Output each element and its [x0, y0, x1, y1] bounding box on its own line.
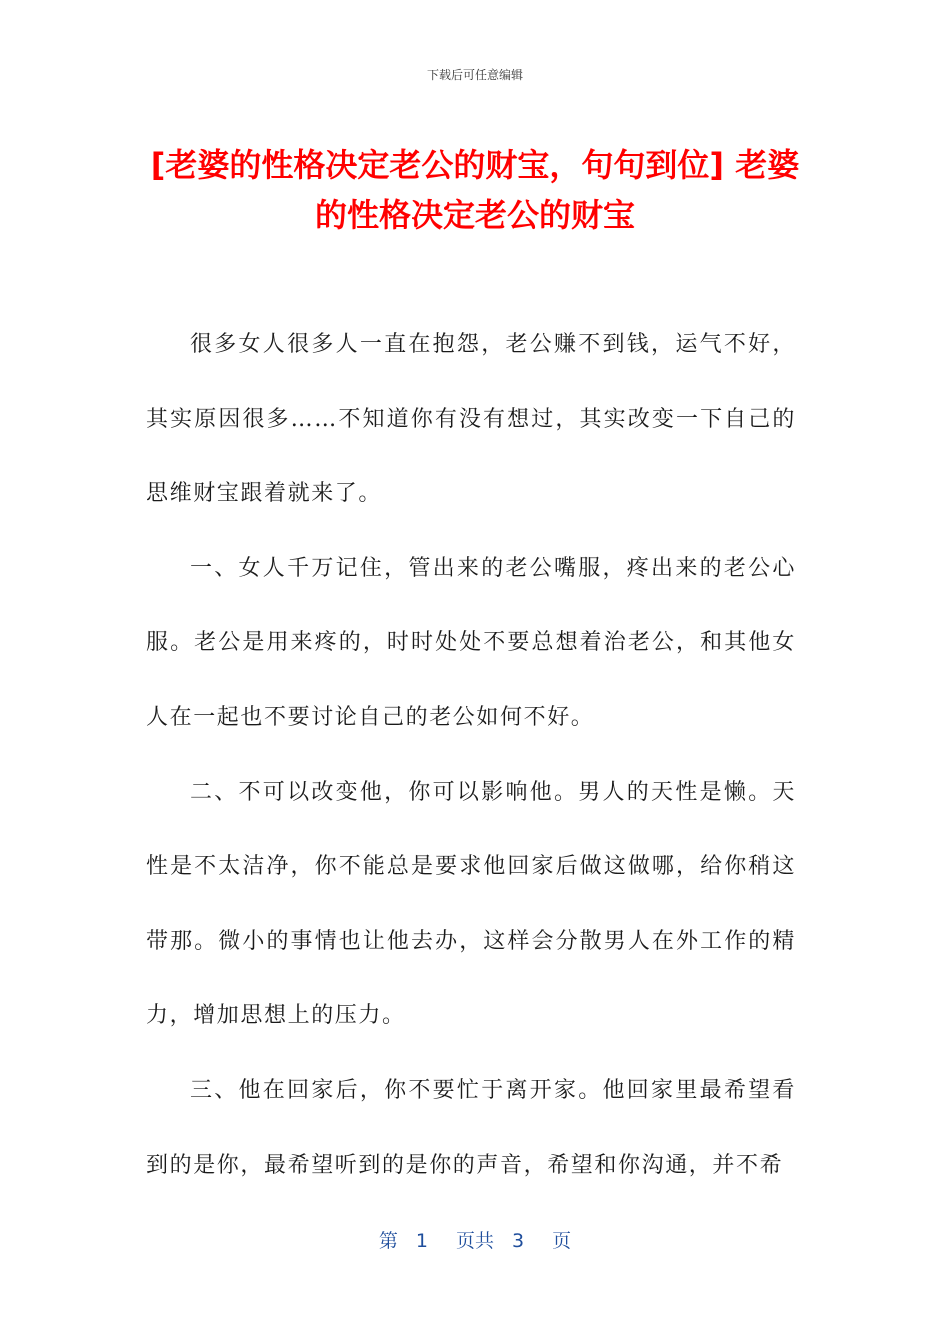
document-body	[146, 308, 796, 1203]
page-total: 3	[512, 1230, 525, 1252]
header-note: 下载后可任意编辑	[426, 68, 523, 82]
page-footer	[0, 1226, 950, 1253]
paragraph-1: 很多女人很多人一直在抱怨，老公赚不到钱，运气不好，其实原因很多……不知道你有没有想过，其实改变一下自己的思维财宝跟着就来了。	[146, 332, 796, 507]
page-current: 1	[415, 1230, 428, 1252]
page-mid: 页共	[455, 1230, 494, 1252]
document-title: [老婆的性格决定老公的财宝，句句到位] 老婆的性格决定老公的财宝	[150, 146, 800, 234]
page-prefix: 第	[378, 1230, 398, 1252]
paragraph-3: 二、不可以改变他，你可以影响他。男人的天性是懒。天性是不太洁净，你不能总是要求他回家后做这做哪，给你稍这带那。微小的事情也让他去办，这样会分散男人在外工作的精力，增加思想上的压力。	[146, 779, 796, 1029]
paragraph-4: 三、他在回家后，你不要忙于离开家。他回家里最希望看到的是你，最希望听到的是你的声音，希望和你沟通，并不希	[146, 1077, 796, 1178]
page-suffix: 页	[552, 1230, 572, 1252]
paragraph-2: 一、女人千万记住，管出来的老公嘴服，疼出来的老公心服。老公是用来疼的，时时处处不要总想着治老公，和其他女人在一起也不要讨论自己的老公如何不好。	[146, 555, 796, 730]
